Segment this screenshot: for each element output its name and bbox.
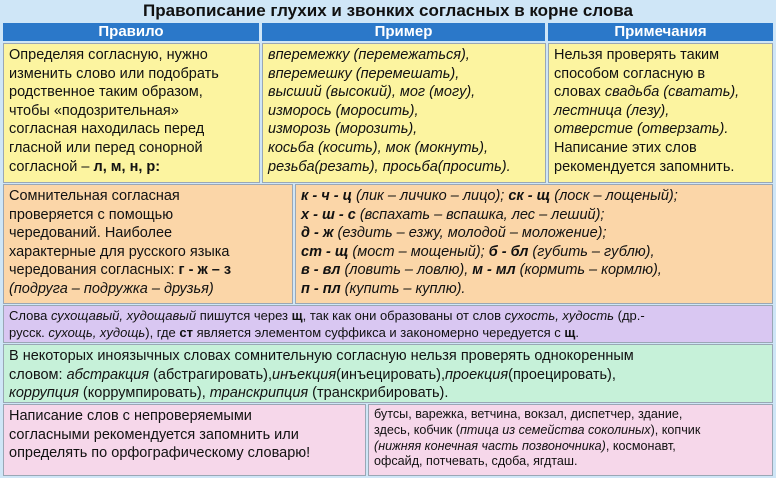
- example-line: ст - щ (мост – мощеный); б - бл (губить – гублю),: [301, 243, 655, 260]
- word-list-cell: [368, 404, 773, 476]
- example-line: вперемешку (перемешать),: [268, 65, 460, 82]
- example-line: д - ж (ездить – езжу, молодой – моложение);: [301, 225, 607, 242]
- rule-line: Сомнительная согласная: [9, 188, 180, 204]
- example-line: изморось (моросить),: [268, 102, 419, 119]
- rule-line: родственное таким образом,: [9, 84, 203, 101]
- example-line: резьба(резать), просьба(просить).: [268, 158, 511, 175]
- word-line: здесь, кобчик (птица из семейства соколиных), копчик: [374, 422, 701, 437]
- suffix-note-cell: [3, 305, 773, 343]
- rule-line: изменить слово или подобрать: [9, 65, 219, 82]
- note-line: рекомендуется запомнить.: [554, 158, 735, 175]
- dictionary-rule-cell: [3, 404, 366, 476]
- example-line: косьба (косить), мок (мокнуть),: [268, 139, 489, 156]
- foreign-words-cell: [3, 344, 773, 403]
- header-rule: Правило: [3, 23, 259, 41]
- page-title: Правописание глухих и звонких согласных в корне слова: [143, 1, 633, 20]
- rule-line: проверяется с помощью: [9, 206, 174, 223]
- word-line: (нижняя конечная часть позвоночника), космонавт,: [374, 438, 676, 453]
- rule-line: согласной – л, м, н, р:: [9, 158, 161, 175]
- rule-line: (подруга – подружка – друзья): [9, 280, 214, 297]
- note-line: отверстие (отверзать).: [554, 121, 729, 138]
- note-line: В некоторых иноязычных словах сомнительную согласную нельзя проверять однокоренным: [9, 348, 634, 364]
- word-line: бутсы, варежка, ветчина, вокзал, диспетчер, здание,: [374, 407, 683, 421]
- note-line: русск. сухощь, худощь), где ст является элементом суффикса и закономерно чередуется с щ.: [9, 325, 579, 340]
- header-notes: Примечания: [548, 23, 773, 41]
- note-line: способом согласную в: [554, 65, 706, 82]
- alternation-example-cell: [295, 184, 773, 304]
- rule-line: определять по орфографическому словарю!: [9, 445, 311, 462]
- note-line: Слова сухощавый, худощавый пишутся через щ, так как они образованы от слов сухость, худость (др.-: [9, 308, 645, 323]
- alternation-rule-cell: [3, 184, 293, 304]
- rule-line: чередования согласных: г - ж – з: [9, 262, 232, 279]
- rule-line: Написание слов с непроверяемыми: [9, 408, 252, 424]
- note-line: Написание этих слов: [554, 139, 697, 156]
- example-line: изморозь (морозить),: [268, 121, 418, 138]
- rule-line: Определяя согласную, нужно: [9, 47, 208, 63]
- note-line: словом: абстракция (абстрагировать),инъекция(инъецировать),проекция(проецировать),: [9, 366, 616, 383]
- example-line: высший (высокий), мог (могу),: [268, 84, 476, 101]
- example-cell: [262, 43, 546, 183]
- word-line: офсайд, потчевать, сдоба, ягдташ.: [374, 454, 578, 469]
- example-line: х - ш - с (вспахать – вспашка, лес – леший);: [301, 206, 605, 223]
- rule-line: характерные для русского языка: [9, 243, 230, 260]
- rule-line: согласная находилась перед: [9, 121, 205, 138]
- note-line: словах свадьба (сватать),: [554, 84, 740, 101]
- example-line: п - пл (купить – куплю).: [301, 280, 466, 297]
- example-line: вперемежку (перемежаться),: [268, 47, 470, 63]
- notes-cell: [548, 43, 773, 183]
- rule-line: чередований. Наиболее: [9, 225, 173, 242]
- rule-line: согласными рекомендуется запомнить или: [9, 426, 299, 443]
- note-line: коррупция (коррумпировать), транскрипция (транскрибировать).: [9, 385, 449, 402]
- rule-cell: [3, 43, 260, 183]
- example-line: к - ч - ц (лик – личико – лицо); ск - щ (лоск – лощеный);: [301, 188, 678, 204]
- note-line: Нельзя проверять таким: [554, 47, 720, 63]
- example-line: в - вл (ловить – ловлю), м - мл (кормить – кормлю),: [301, 262, 662, 279]
- rule-line: гласной или перед сонорной: [9, 139, 203, 156]
- header-example: Пример: [262, 23, 545, 41]
- rule-line: чтобы «подозрительная»: [9, 102, 179, 119]
- note-line: лестница (лезу),: [554, 102, 670, 119]
